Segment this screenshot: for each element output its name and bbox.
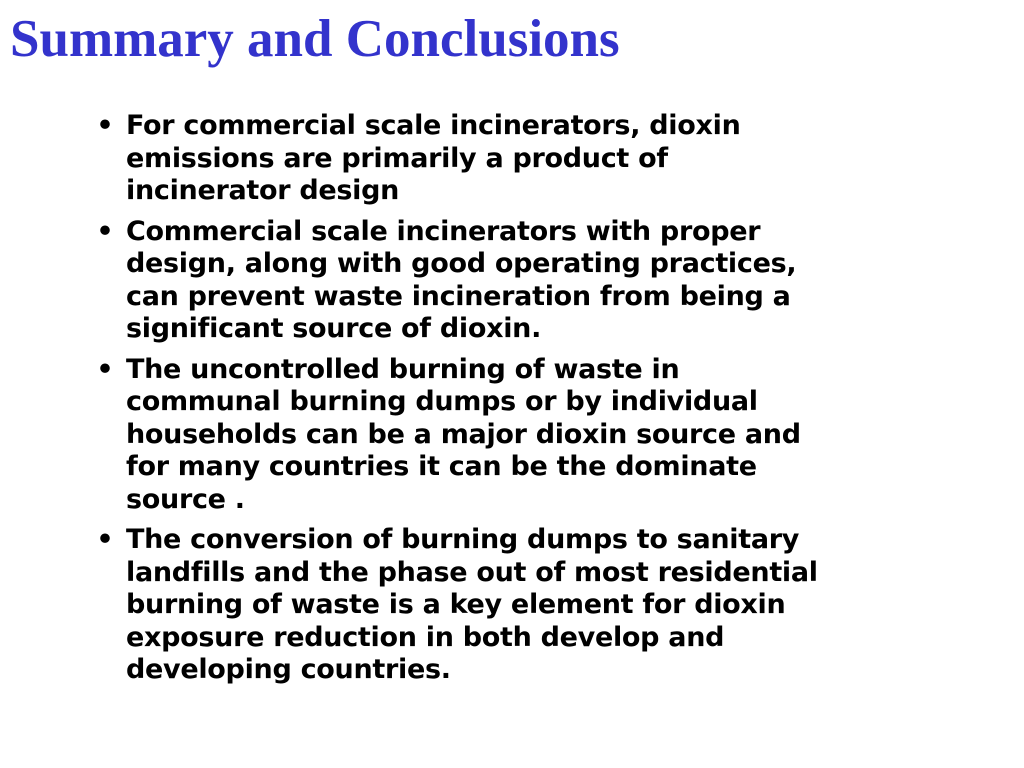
bullet-line: landfills and the phase out of most residential bbox=[126, 556, 818, 588]
slide-title: Summary and Conclusions bbox=[10, 10, 620, 68]
bullet-line: For commercial scale incinerators, dioxin bbox=[126, 110, 741, 141]
bullet-line: The conversion of burning dumps to sanitary bbox=[126, 524, 800, 555]
bullet-dot-icon: • bbox=[96, 110, 114, 141]
bullet-text bbox=[126, 216, 934, 346]
bullet-item bbox=[84, 216, 934, 346]
bullet-line: households can be a major dioxin source and bbox=[126, 418, 801, 450]
bullet-line: emissions are primarily a product of bbox=[126, 142, 668, 174]
bullet-item bbox=[84, 524, 934, 687]
bullet-line: exposure reduction in both develop and bbox=[126, 621, 725, 653]
bullet-text bbox=[126, 110, 934, 208]
bullet-dot-icon: • bbox=[96, 524, 114, 555]
bullet-line: significant source of dioxin. bbox=[126, 313, 542, 344]
bullet-line: The uncontrolled burning of waste in bbox=[126, 353, 680, 385]
bullet-text bbox=[126, 354, 934, 517]
bullet-line: source . bbox=[126, 483, 245, 515]
bullet-line: burning of waste is a key element for dioxin bbox=[126, 589, 786, 620]
bullet-dot-icon: • bbox=[96, 353, 114, 385]
bullet-line: Commercial scale incinerators with proper bbox=[126, 215, 761, 247]
bullet-text bbox=[126, 524, 934, 687]
bullet-item bbox=[84, 354, 934, 517]
bullet-line: can prevent waste incineration from being a bbox=[126, 280, 791, 312]
bullet-line: for many countries it can be the dominate bbox=[126, 451, 757, 482]
bullet-line: communal burning dumps or by individual bbox=[126, 386, 758, 417]
bullet-item bbox=[84, 110, 934, 208]
bullet-line: developing countries. bbox=[126, 654, 451, 685]
bullet-list bbox=[84, 110, 934, 695]
bullet-line: design, along with good operating practices, bbox=[126, 248, 797, 279]
bullet-dot-icon: • bbox=[96, 215, 114, 247]
bullet-line: incinerator design bbox=[126, 175, 400, 206]
